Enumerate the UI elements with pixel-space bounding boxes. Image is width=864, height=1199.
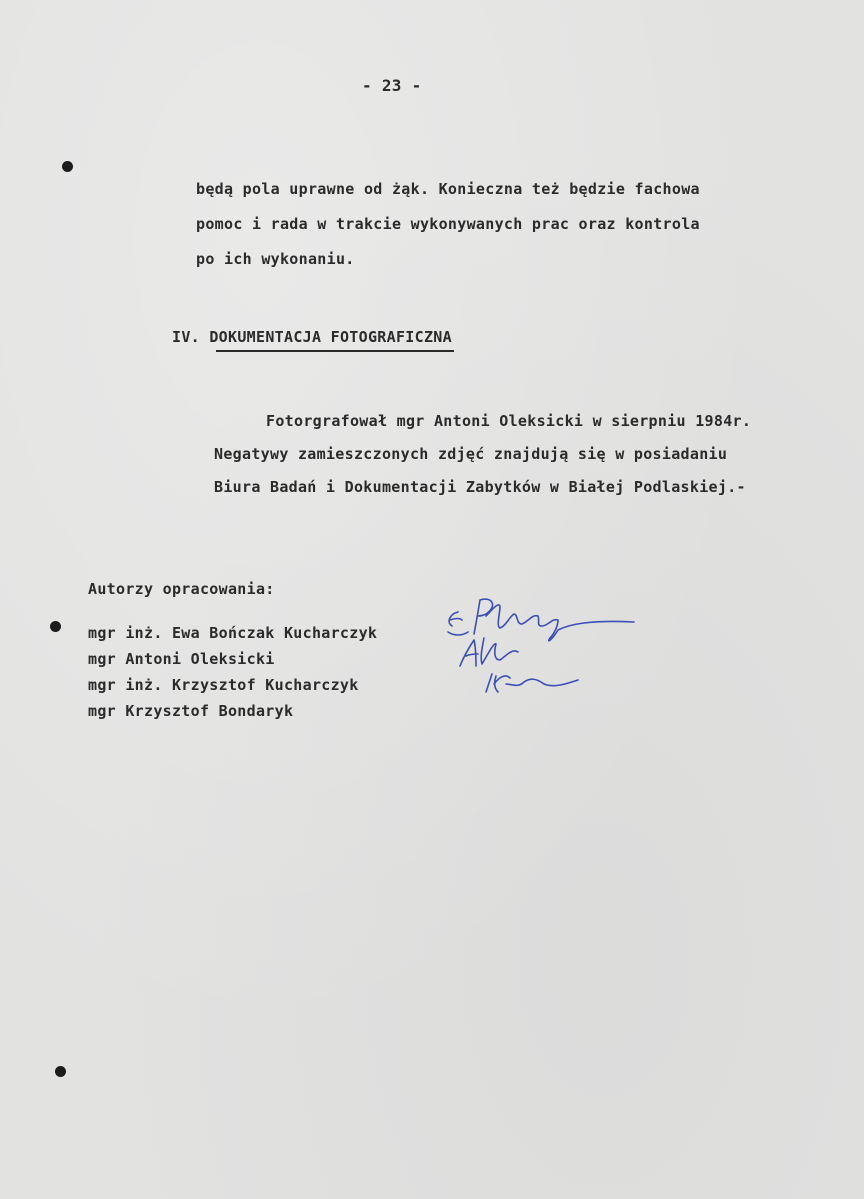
section-heading: [172, 328, 452, 352]
section-title: DOKUMENTACJA FOTOGRAFICZNA: [209, 328, 452, 346]
punch-hole-top: [62, 161, 73, 172]
section-heading-text: [172, 328, 452, 352]
authors-list: [88, 620, 377, 724]
author-name: mgr Antoni Oleksicki: [88, 650, 275, 668]
paragraph-line: Fotorgrafował mgr Antoni Oleksicki w sierpniu 1984r.: [266, 412, 752, 430]
continuation-paragraph: [196, 172, 700, 277]
author-name: mgr Krzysztof Bondaryk: [88, 702, 294, 720]
punch-hole-bottom: [55, 1066, 66, 1077]
photo-documentation-paragraph: [214, 405, 751, 504]
page-number: - 23 -: [362, 76, 422, 95]
section-number: IV.: [172, 328, 200, 346]
author-name: mgr inż. Ewa Bończak Kucharczyk: [88, 624, 378, 642]
signature-1: [448, 599, 634, 641]
signature-2: [460, 638, 518, 666]
author-name: mgr inż. Krzysztof Kucharczyk: [88, 676, 359, 694]
authors-label: Autorzy opracowania:: [88, 580, 275, 598]
paragraph-line: Biura Badań i Dokumentacji Zabytków w Białej Podlaskiej.-: [214, 478, 746, 496]
punch-hole-middle: [50, 621, 61, 632]
paragraph-line: pomoc i rada w trakcie wykonywanych prac oraz kontrola: [196, 215, 700, 233]
paragraph-line: Negatywy zamieszczonych zdjęć znajdują się w posiadaniu: [214, 445, 728, 463]
handwritten-signatures: [440, 592, 640, 707]
paragraph-line: będą pola uprawne od żąk. Konieczna też będzie fachowa: [196, 180, 700, 198]
signature-3: [486, 674, 578, 692]
paragraph-line: po ich wykonaniu.: [196, 250, 355, 268]
